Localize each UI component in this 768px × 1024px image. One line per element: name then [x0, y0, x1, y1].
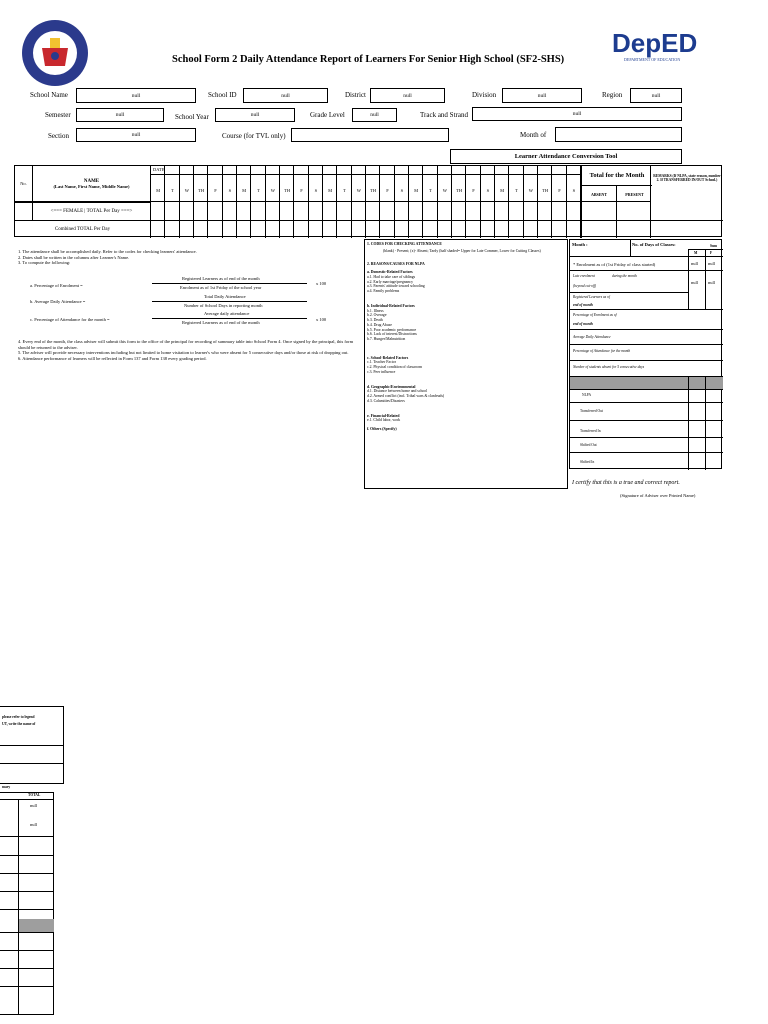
school-name-field[interactable]: null — [76, 88, 196, 103]
semester-label: Semester — [45, 111, 71, 119]
reason-code-item: b.7. Hunger/Malnutrition — [367, 337, 406, 342]
attendance-cell[interactable] — [466, 220, 480, 238]
attendance-cell[interactable] — [524, 202, 538, 220]
attendance-cell[interactable] — [538, 220, 552, 238]
attendance-cell[interactable] — [509, 220, 523, 238]
no-column-header: No. — [15, 166, 33, 202]
date-header: DATE — [153, 167, 165, 172]
attendance-cell[interactable] — [280, 202, 294, 220]
reason-code-item: b.5. Poor academic performance — [367, 327, 417, 332]
day-header-21: TH — [452, 166, 466, 202]
reason-code-item: c.1. Teacher Factor — [367, 360, 396, 365]
attendance-cell[interactable] — [352, 220, 366, 238]
day-header-23: S — [481, 166, 495, 202]
attendance-cell[interactable] — [309, 202, 323, 220]
attendance-cell[interactable] — [208, 202, 222, 220]
attendance-cell[interactable] — [208, 220, 222, 238]
attendance-cell[interactable] — [452, 202, 466, 220]
total-for-month-header: Total for the Month ABSENT PRESENT — [581, 166, 651, 202]
reason-code-item: a.1. Had to take care of siblings — [367, 274, 416, 279]
overflow-row-line — [0, 855, 54, 856]
track-label: Track and Strand — [420, 111, 468, 119]
attendance-cell[interactable] — [151, 220, 165, 238]
attendance-cell[interactable] — [538, 202, 552, 220]
day-header-10: F — [294, 166, 308, 202]
attendance-cell[interactable] — [251, 202, 265, 220]
overflow-row-line — [0, 891, 54, 892]
day-header-3: TH — [194, 166, 208, 202]
attendance-cell[interactable] — [266, 202, 280, 220]
region-label: Region — [602, 91, 623, 99]
reason-code-item: b.6. Lack of interest/Distractions — [367, 332, 417, 337]
attendance-cell[interactable] — [452, 220, 466, 238]
reason-code-item: b.2. Overage — [367, 313, 387, 318]
day-header-18: M — [409, 166, 423, 202]
form-title: School Form 2 Daily Attendance Report of Learners For Senior High School (SF2-SHS) — [172, 54, 565, 65]
name-column-header: NAME (Last Name, First Name, Middle Name) — [33, 166, 151, 202]
overflow-row-line — [0, 986, 54, 987]
day-header-26: W — [524, 166, 538, 202]
overflow-col-line — [18, 799, 19, 1015]
day-header-1: T — [165, 166, 179, 202]
attendance-cell[interactable] — [151, 202, 165, 220]
day-header-5: S — [223, 166, 237, 202]
month-of-label: Month of — [520, 131, 547, 139]
attendance-cell[interactable] — [280, 220, 294, 238]
day-header-8: W — [266, 166, 280, 202]
attendance-cell[interactable] — [237, 202, 251, 220]
formula-b-label: b. Average Daily Attendance = — [30, 299, 86, 304]
attendance-cell[interactable] — [223, 220, 237, 238]
overflow-row-line — [0, 950, 54, 951]
section-label: Section — [48, 132, 69, 140]
guidelines-notes: 4. Every end of the month, the class adviser will submit this form to the office of the principal for recording of summary table into School Form 4. Once signed by the principal, this form should be returned to the adviser. 5. The adviser will provide necessary interventions including but not limited to home visitation to learner's who were absent for 5 consecutive days and/or those at risk of dropping out. 6. Attendance performance of learners will be reflected in Form 137 and Form 138 every grading period. — [18, 339, 354, 361]
day-header-9: TH — [280, 166, 294, 202]
attendance-cell[interactable] — [165, 220, 179, 238]
day-header-7: T — [251, 166, 265, 202]
overflow-row-line — [0, 968, 54, 969]
month-of-field[interactable] — [555, 127, 682, 142]
female-total-row-label: <=== FEMALE | TOTAL Per Day ===> — [33, 202, 151, 220]
overflow-row-line — [0, 932, 54, 933]
division-label: Division — [472, 91, 497, 99]
school-year-label: School Year — [175, 113, 209, 121]
day-header-13: T — [337, 166, 351, 202]
attendance-cell[interactable] — [266, 220, 280, 238]
reason-code-item: b.3. Death — [367, 318, 383, 323]
attendance-cell[interactable] — [366, 220, 380, 238]
grade-level-field[interactable]: null — [352, 108, 397, 122]
late-m-value: null — [691, 280, 699, 285]
attendance-cell[interactable] — [194, 220, 208, 238]
certify-text: I certify that this is a true and correct report. — [572, 480, 680, 486]
day-header-6: M — [237, 166, 251, 202]
reason-code-item: d.2. Armed conflict (incl. Tribal wars & clanfeuds) — [367, 394, 445, 399]
day-header-16: F — [380, 166, 394, 202]
attendance-cell[interactable] — [466, 202, 480, 220]
reason-code-item: a.4. Family problems — [367, 289, 400, 294]
day-header-24: M — [495, 166, 509, 202]
codes-box: 1. CODES FOR CHECKING ATTENDANCE (blank) - Present; (x)- Absent; Tardy (half shaded= Upper for Late Commer, Lower for Cutting Classes) 2. REASONS/CAUSES FOR NLPA a. Domestic-Related Factors a.1. Had to take care of siblings a.2. Early marriage/pregnancy a.3. Parents' attitude toward schooling a.4. Family problems b. Individual-Related Factors b.1. Illness b.2. Overage b.3. Death b.4. Drug Abuse b.5. Poor academic performance b.6. Lack of interest/Distractions b.7. Hunger/Malnutrition c. School-Related Factors c.1. Teacher Factor c.2. Physical condition of classroom c.3. Peer influence d. Geographic/Environmental d.1. Distance between home and school d.2. Armed conflict (incl. Tribal wars & clanfeuds) d.3. Calamities/Disasters e. Financial-Related e.1. Child labor, work f. Others (Specify) — [364, 239, 568, 489]
attendance-cell[interactable] — [409, 220, 423, 238]
section-field[interactable]: null — [76, 128, 196, 142]
school-id-field[interactable]: null — [243, 88, 328, 103]
attendance-cell[interactable] — [524, 220, 538, 238]
division-field[interactable]: null — [502, 88, 582, 103]
day-header-22: F — [466, 166, 480, 202]
reason-code-item: a.2. Early marriage/pregnancy — [367, 279, 413, 284]
attendance-cell[interactable] — [481, 202, 495, 220]
absent-header: ABSENT — [582, 186, 617, 202]
attendance-cell[interactable] — [366, 202, 380, 220]
attendance-cell[interactable] — [237, 220, 251, 238]
reason-code-item: e.1. Child labor, work — [367, 418, 401, 423]
days-grid — [151, 166, 581, 238]
attendance-table — [14, 165, 722, 237]
semester-field[interactable]: null — [76, 108, 164, 122]
school-year-field[interactable]: null — [215, 108, 295, 122]
attendance-cell[interactable] — [567, 202, 581, 220]
day-header-27: TH — [538, 166, 552, 202]
overflow-gray-row — [18, 919, 54, 932]
day-header-17: S — [395, 166, 409, 202]
attendance-cell[interactable] — [481, 220, 495, 238]
conversion-tool-title: Learner Attendance Conversion Tool — [450, 149, 682, 164]
day-header-2: W — [180, 166, 194, 202]
attendance-cell[interactable] — [395, 202, 409, 220]
day-header-12: M — [323, 166, 337, 202]
enrol-m-value: null — [691, 261, 699, 266]
reason-code-item: d.1. Distance between home and school — [367, 389, 428, 394]
formula-c-label: c. Percentage of Attendance for the month = — [30, 317, 110, 322]
present-header: PRESENT — [625, 191, 644, 197]
attendance-cell[interactable] — [395, 220, 409, 238]
guidelines: 1. The attendance shall be accomplished daily. Refer to the codes for checking learners' attendance. 2. Dates shall be written in the columns after Learner's Name. 3. To compute the following: — [18, 249, 197, 266]
attendance-cell[interactable] — [180, 220, 194, 238]
track-field[interactable]: null — [472, 107, 682, 121]
day-header-15: TH — [366, 166, 380, 202]
grade-level-label: Grade Level — [310, 111, 345, 119]
day-header-25: T — [509, 166, 523, 202]
reason-code-item: d.3. Calamities/Disasters — [367, 398, 405, 403]
day-header-14: W — [352, 166, 366, 202]
attendance-cell[interactable] — [438, 202, 452, 220]
course-field[interactable] — [291, 128, 449, 142]
overflow-row-line — [0, 909, 54, 910]
overflow-row-line — [0, 873, 54, 874]
district-label: District — [345, 91, 366, 99]
attendance-cell[interactable] — [309, 220, 323, 238]
region-field[interactable]: null — [630, 88, 682, 103]
day-header-20: W — [438, 166, 452, 202]
remarks-header: REMARKS (If NLPA, state reason, number 2. If TRANSFERRED IN/OUT School.) — [653, 174, 721, 183]
day-header-4: F — [208, 166, 222, 202]
attendance-cell[interactable] — [409, 202, 423, 220]
formula-a-label: a. Percentage of Enrolment = — [30, 283, 83, 288]
reason-code-item: a.3. Parents' attitude toward schooling — [367, 284, 425, 289]
enrol-f-value: null — [708, 261, 716, 266]
attendance-cell[interactable] — [323, 202, 337, 220]
attendance-cell[interactable] — [380, 220, 394, 238]
reason-code-item: c.2. Physical condition of classroom — [367, 365, 423, 370]
school-id-label: School ID — [208, 91, 237, 99]
reason-code-item: b.4. Drug Abuse — [367, 322, 392, 327]
attendance-cell[interactable] — [323, 220, 337, 238]
summary-table: Month : No. of Days of Classes: Sum M F * Enrolment as of (1st Friday of class started) null null Late enrolment during the month (beyond cut-off) null null Registered Learners as of end of month Percentage of Enrolment as of end of month Average Daily Attendance Percentage of Attendance for the month Number of students absent for 5 consecutive days NLPA Transferred Out Transferred In Shifted Out Shifted In — [569, 239, 722, 469]
attendance-cell[interactable] — [194, 202, 208, 220]
attendance-cell[interactable] — [337, 220, 351, 238]
reason-code-item: c.3. Peer influence — [367, 369, 396, 374]
day-header-0: M — [151, 166, 165, 202]
deped-seal-logo — [20, 18, 90, 88]
attendance-cell[interactable] — [423, 220, 437, 238]
reason-code-item: b.1. Illness — [367, 308, 384, 313]
attendance-cell[interactable] — [509, 202, 523, 220]
attendance-cell[interactable] — [552, 202, 566, 220]
attendance-cell[interactable] — [223, 202, 237, 220]
combined-total-row-label: Combined TOTAL Per Day — [15, 220, 151, 238]
signature-label: (Signature of Adviser over Printed Name) — [620, 493, 696, 498]
attendance-cell[interactable] — [380, 202, 394, 220]
overflow-row-line — [0, 836, 54, 837]
attendance-cell[interactable] — [495, 202, 509, 220]
attendance-cell[interactable] — [180, 202, 194, 220]
attendance-cell[interactable] — [567, 220, 581, 238]
attendance-cell[interactable] — [352, 202, 366, 220]
attendance-cell[interactable] — [337, 202, 351, 220]
day-header-29: S — [567, 166, 581, 202]
attendance-cell[interactable] — [165, 202, 179, 220]
attendance-cell[interactable] — [423, 202, 437, 220]
district-field[interactable]: null — [370, 88, 445, 103]
deped-logo: DepED DEPARTMENT OF EDUCATION — [612, 28, 698, 62]
attendance-cell[interactable] — [294, 202, 308, 220]
overflow-total-column — [0, 792, 54, 1015]
attendance-cell[interactable] — [495, 220, 509, 238]
attendance-cell[interactable] — [251, 220, 265, 238]
day-header-19: T — [423, 166, 437, 202]
school-name-label: School Name — [30, 91, 68, 99]
course-label: Course (for TVL only) — [222, 132, 286, 140]
attendance-cell[interactable] — [294, 220, 308, 238]
attendance-cell[interactable] — [438, 220, 452, 238]
attendance-cell[interactable] — [552, 220, 566, 238]
late-f-value: null — [708, 280, 716, 285]
day-header-11: S — [309, 166, 323, 202]
day-header-28: F — [552, 166, 566, 202]
